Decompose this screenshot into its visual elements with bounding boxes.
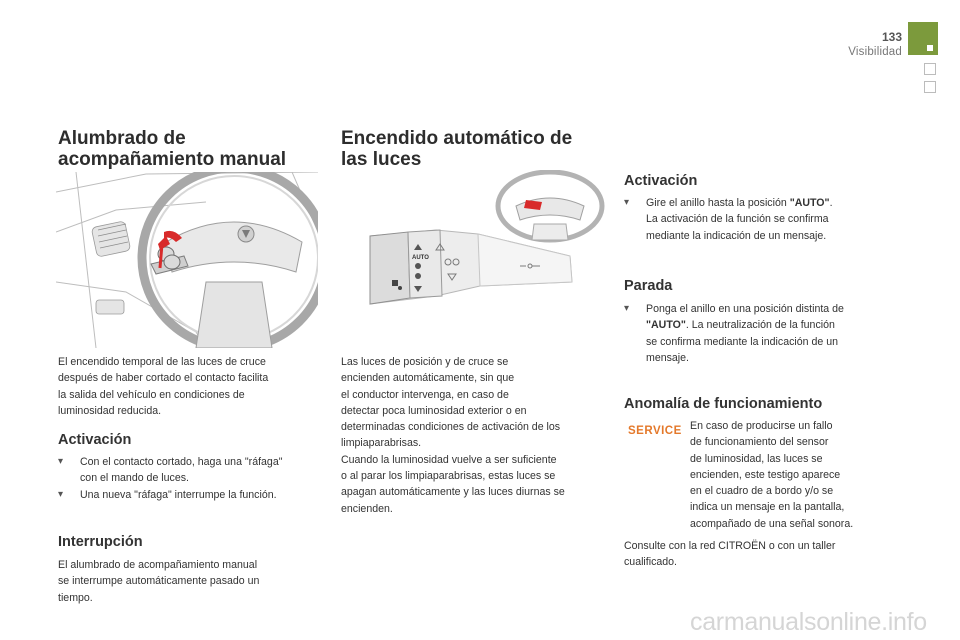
bullet-marker-icon: ▾ bbox=[58, 456, 64, 467]
bullet-text-line: Con el contacto cortado, haga una "ráfaga" bbox=[80, 456, 283, 468]
text-line: indica un mensaje en la pantalla, bbox=[690, 501, 845, 514]
right-anomalia-heading: Anomalía de funcionamiento bbox=[624, 396, 823, 412]
section-name: Visibilidad bbox=[848, 46, 902, 58]
text-line: o al parar los limpiaparabrisas, estas luces se bbox=[341, 470, 556, 483]
text-line: Cuando la luminosidad vuelve a ser suficiente bbox=[341, 453, 557, 466]
right-parada-list bbox=[624, 301, 894, 366]
bullet-marker-icon: ▾ bbox=[624, 303, 630, 314]
left-title bbox=[58, 128, 318, 170]
left-activacion-item-2 bbox=[58, 487, 328, 503]
light-stalk-illustration bbox=[340, 170, 606, 348]
left-intro-line: después de haber cortado el contacto facilita bbox=[58, 372, 269, 385]
text-line: Las luces de posición y de cruce se bbox=[341, 356, 509, 368]
text-line: apagan automáticamente y las luces diurnas se bbox=[341, 486, 565, 499]
left-intro bbox=[58, 354, 328, 419]
bullet-marker-icon: ▾ bbox=[58, 488, 64, 500]
left-intro-line: luminosidad reducida. bbox=[58, 404, 162, 417]
left-title-line-1: Alumbrado de bbox=[58, 128, 186, 149]
right-activacion-item bbox=[624, 195, 894, 244]
bullet-text: Una nueva "ráfaga" interrumpe la función. bbox=[80, 488, 277, 501]
auto-keyword: "AUTO" bbox=[789, 197, 830, 209]
text-line: En caso de producirse un fallo bbox=[690, 420, 833, 432]
chapter-tab-marker bbox=[927, 45, 933, 51]
text-line: encienden automáticamente, sin que bbox=[341, 372, 515, 385]
left-activacion-heading: Activación bbox=[58, 432, 132, 448]
bullet-text-line: se confirma mediante la indicación de un bbox=[646, 335, 838, 348]
text-line: determinadas condiciones de activación de los bbox=[341, 421, 561, 434]
bullet-text-line: Ponga el anillo en una posición distinta de bbox=[646, 303, 844, 315]
text-line: limpiaparabrisas. bbox=[341, 437, 422, 450]
left-activacion-item-1 bbox=[58, 454, 328, 487]
bullet-marker-icon: ▾ bbox=[624, 197, 630, 208]
right-consult-text bbox=[624, 538, 894, 571]
text-line: tiempo. bbox=[58, 591, 93, 604]
text-line: de luminosidad, las luces se bbox=[690, 452, 823, 465]
right-parada-heading: Parada bbox=[624, 278, 673, 294]
right-parada-item bbox=[624, 301, 894, 366]
text-line: el conductor intervenga, en caso de bbox=[341, 388, 509, 401]
bullet-text-line: mensaje. bbox=[646, 351, 689, 364]
chapter-box-2 bbox=[924, 81, 936, 93]
dashboard-illustration bbox=[56, 172, 318, 348]
bullet-text-line: mediante la indicación de un mensaje. bbox=[646, 229, 827, 242]
bullet-text-line: La activación de la función se confirma bbox=[646, 213, 829, 226]
text-line: de funcionamiento del sensor bbox=[690, 436, 829, 449]
bullet-text-part: . bbox=[829, 197, 833, 209]
text-line: encienden, este testigo aparece bbox=[690, 468, 841, 481]
text-line: El alumbrado de acompañamiento manual bbox=[58, 559, 258, 571]
middle-title-line-2: las luces bbox=[341, 149, 422, 170]
middle-title bbox=[341, 128, 611, 170]
bullet-text bbox=[646, 301, 894, 366]
chapter-tab bbox=[908, 22, 938, 55]
text-line: encienden. bbox=[341, 502, 393, 515]
right-activacion-list bbox=[624, 195, 894, 244]
bullet-text-line: con el mando de luces. bbox=[80, 472, 189, 485]
stalk-auto-label: AUTO bbox=[412, 255, 429, 261]
bullet-text bbox=[646, 195, 894, 244]
bullet-text-part: . La neutralización de la función bbox=[685, 319, 835, 332]
auto-keyword: "AUTO" bbox=[646, 319, 686, 332]
middle-text bbox=[341, 354, 611, 517]
right-anomalia-text bbox=[690, 418, 890, 532]
left-interrupcion-heading: Interrupción bbox=[58, 534, 143, 550]
left-activacion-list bbox=[58, 454, 328, 503]
text-line: acompañado de una señal sonora. bbox=[690, 517, 854, 530]
left-interrupcion-text bbox=[58, 557, 328, 606]
text-line: se interrumpe automáticamente pasado un bbox=[58, 575, 260, 588]
text-line: Consulte con la red CITROËN o con un taller bbox=[624, 540, 836, 552]
text-line: detectar poca luminosidad exterior o en bbox=[341, 404, 527, 417]
left-title-line-2: acompañamiento manual bbox=[58, 149, 287, 170]
left-intro-line: la salida del vehículo en condiciones de bbox=[58, 388, 245, 401]
right-activacion-heading: Activación bbox=[624, 173, 698, 189]
text-line: cualificado. bbox=[624, 556, 677, 569]
middle-title-line-1: Encendido automático de bbox=[341, 128, 573, 149]
chapter-box-1 bbox=[924, 63, 936, 75]
bullet-text bbox=[80, 454, 328, 487]
service-warning-icon: SERVICE bbox=[628, 425, 682, 437]
bullet-text-part: Gire el anillo hasta la posición bbox=[646, 197, 790, 209]
left-intro-line: El encendido temporal de las luces de cruce bbox=[58, 356, 266, 368]
page-number: 133 bbox=[881, 30, 902, 44]
watermark: carmanualsonline.info bbox=[690, 608, 927, 636]
text-line: en el cuadro de a bordo y/o se bbox=[690, 485, 834, 498]
